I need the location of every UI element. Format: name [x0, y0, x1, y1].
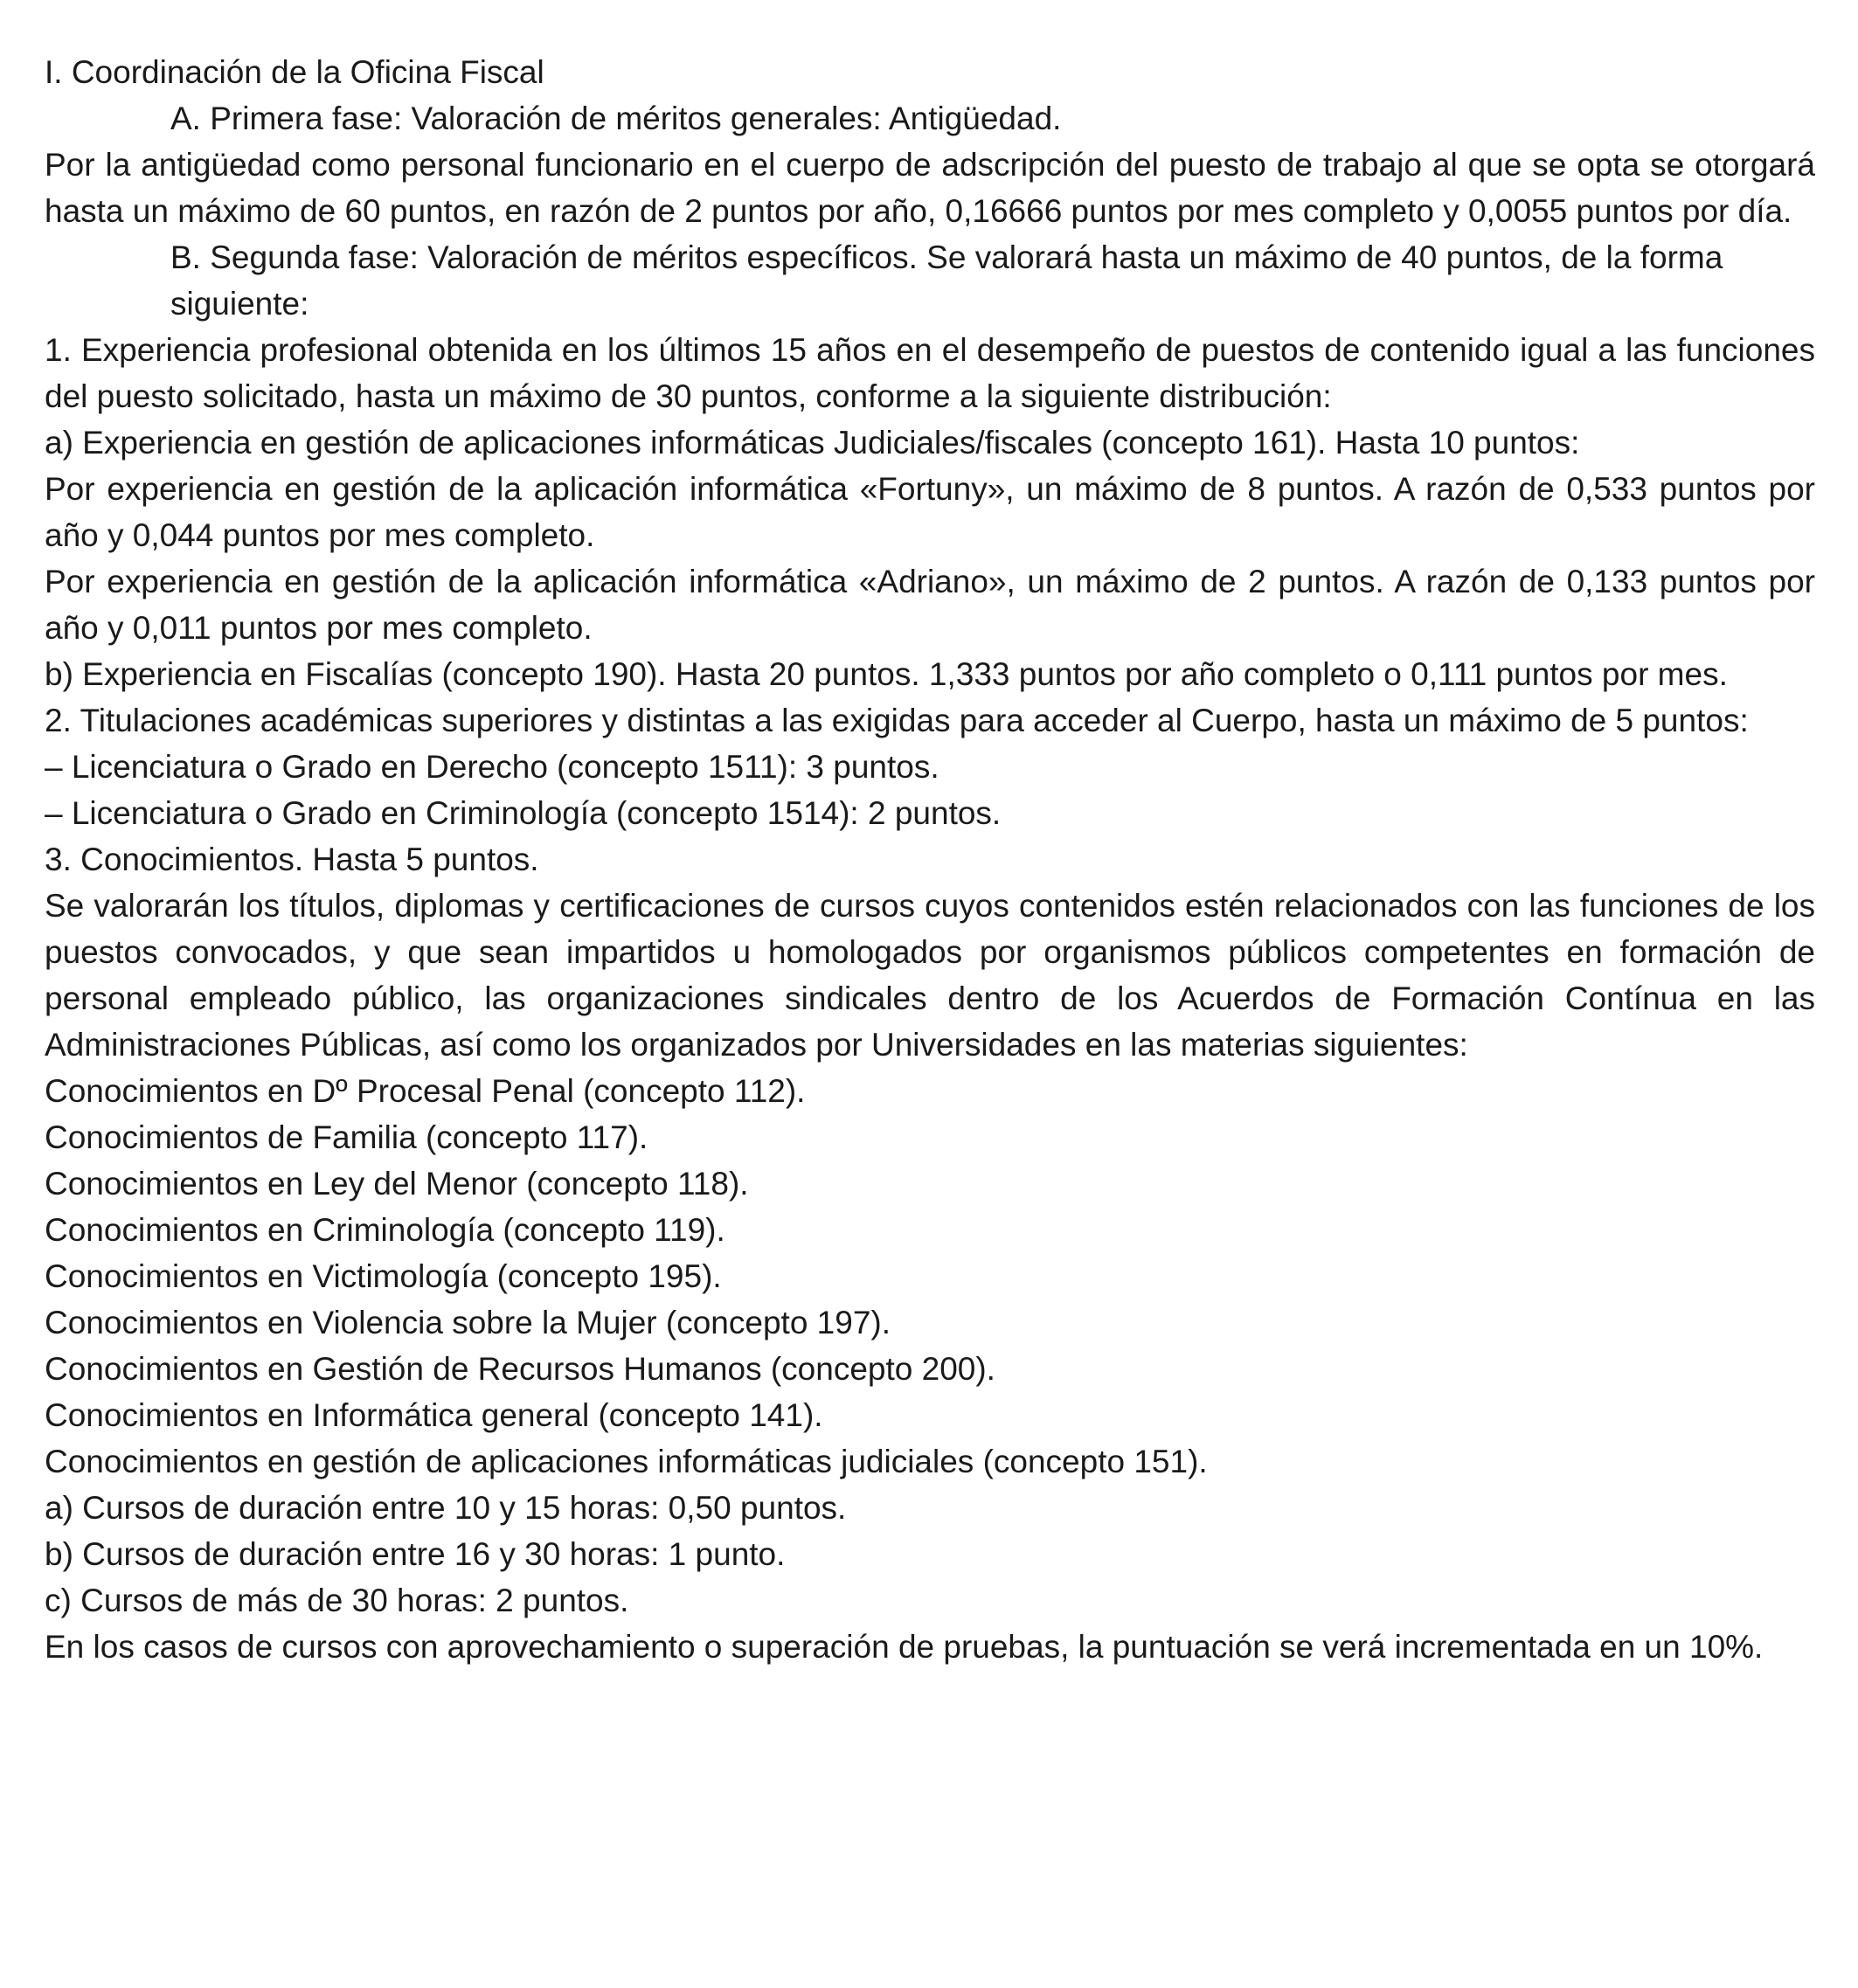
phase-heading-second: B. Segunda fase: Valoración de méritos específicos. Se valorará hasta un máximo de 40 puntos, de la forma siguiente: — [170, 239, 1723, 322]
paragraph-courses: Se valorarán los títulos, diplomas y certificaciones de cursos cuyos contenidos estén relacionados con las funciones de los puestos convocados, y que sean impartidos u homologados por organismos públicos competentes en formación de personal empleado público, las organizaciones sindicales dentro de los Acuerdos de Formación Contínua en las Administraciones Públicas, así como los organizados por Universidades en las materias siguientes: — [45, 888, 1815, 1063]
course-duration-item: a) Cursos de duración entre 10 y 15 horas: 0,50 puntos. — [45, 1490, 847, 1526]
list-item: Conocimientos en Gestión de Recursos Humanos (concepto 200). — [45, 1351, 995, 1387]
paragraph-degrees: 2. Titulaciones académicas superiores y distintas a las exigidas para acceder al Cuerpo, hasta un máximo de 5 puntos: — [45, 703, 1749, 738]
course-duration-item: b) Cursos de duración entre 16 y 30 horas: 1 punto. — [45, 1536, 786, 1572]
section-heading: I. Coordinación de la Oficina Fiscal — [45, 54, 544, 90]
paragraph-experience: 1. Experiencia profesional obtenida en los últimos 15 años en el desempeño de puestos de contenido igual a las funciones del puesto solicitado, hasta un máximo de 30 puntos, conforme a la siguiente distribución: — [45, 332, 1815, 414]
paragraph-increment: En los casos de cursos con aprovechamiento o superación de pruebas, la puntuación se verá incrementada en un 10%. — [45, 1629, 1764, 1665]
list-item: Conocimientos en Criminología (concepto 119). — [45, 1212, 725, 1248]
phase-heading-first: A. Primera fase: Valoración de méritos generales: Antigüedad. — [170, 100, 1062, 136]
list-item: Conocimientos en Dº Procesal Penal (concepto 112). — [45, 1073, 806, 1109]
list-item-criminology-degree: – Licenciatura o Grado en Criminología (concepto 1514): 2 puntos. — [45, 795, 1002, 831]
paragraph-seniority: Por la antigüedad como personal funcionario en el cuerpo de adscripción del puesto de trabajo al que se opta se otorgará hasta un máximo de 60 puntos, en razón de 2 puntos por año, 0,16666 puntos por mes completo y 0,0055 puntos por día. — [45, 147, 1815, 229]
list-item: Conocimientos en Ley del Menor (concepto 118). — [45, 1166, 749, 1202]
paragraph-adriano: Por experiencia en gestión de la aplicación informática «Adriano», un máximo de 2 puntos. A razón de 0,133 puntos por año y 0,011 puntos por mes completo. — [45, 564, 1815, 646]
paragraph-fortuny: Por experiencia en gestión de la aplicación informática «Fortuny», un máximo de 8 puntos. A razón de 0,533 puntos por año y 0,044 puntos por mes completo. — [45, 471, 1815, 553]
course-duration-item: c) Cursos de más de 30 horas: 2 puntos. — [45, 1583, 629, 1618]
list-item: Conocimientos en Informática general (concepto 141). — [45, 1397, 823, 1433]
list-item: Conocimientos en gestión de aplicaciones informáticas judiciales (concepto 151). — [45, 1444, 1208, 1479]
list-item: Conocimientos de Familia (concepto 117). — [45, 1119, 648, 1155]
list-item: Conocimientos en Victimología (concepto 195). — [45, 1258, 722, 1294]
document-body — [45, 49, 1815, 1670]
item-knowledge: 3. Conocimientos. Hasta 5 puntos. — [45, 842, 539, 877]
item-experience-fiscalias: b) Experiencia en Fiscalías (concepto 190). Hasta 20 puntos. 1,333 puntos por año completo o 0,111 puntos por mes. — [45, 656, 1728, 692]
list-item: Conocimientos en Violencia sobre la Mujer (concepto 197). — [45, 1305, 891, 1340]
list-item-law-degree: – Licenciatura o Grado en Derecho (concepto 1511): 3 puntos. — [45, 749, 939, 785]
item-experience-apps: a) Experiencia en gestión de aplicaciones informáticas Judiciales/fiscales (concepto 161). Hasta 10 puntos: — [45, 425, 1580, 461]
